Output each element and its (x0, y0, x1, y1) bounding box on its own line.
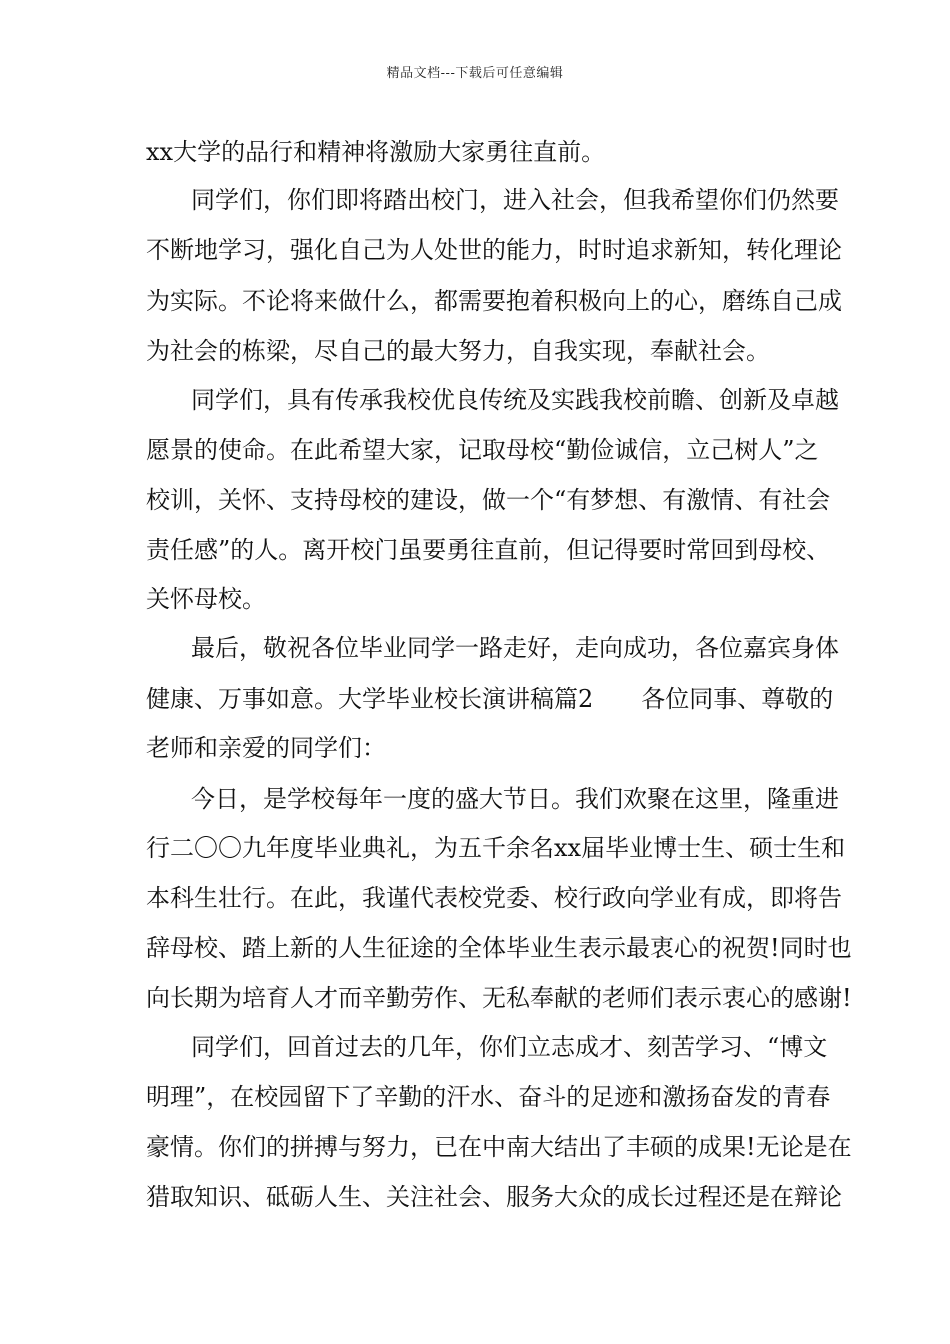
body-line: 本科生壮行。在此，我谨代表校党委、校行政向学业有成，即将告 (146, 884, 842, 912)
body-line: 猎取知识、砥砺人生、关注社会、服务大众的成长过程还是在辩论 (146, 1183, 842, 1211)
body-line: 同学们，具有传承我校优良传统及实践我校前瞻、创新及卓越 (191, 386, 839, 414)
body-line: 辞母校、踏上新的人生征途的全体毕业生表示最衷心的祝贺!同时也 (146, 934, 852, 962)
body-line: 老师和亲爱的同学们： (146, 734, 386, 762)
body-line: 今日，是学校每年一度的盛大节日。我们欢聚在这里，隆重进 (191, 785, 839, 813)
body-line: 校训，关怀、支持母校的建设，做一个“有梦想、有激情、有社会 (146, 486, 831, 514)
body-line: 同学们，回首过去的几年，你们立志成才、刻苦学习、“博文 (191, 1033, 828, 1061)
body-line: 关怀母校。 (146, 585, 266, 613)
body-line: 向长期为培育人才而辛勤劳作、无私奉献的老师们表示衷心的感谢! (146, 984, 852, 1012)
body-line: 明理”，在校园留下了辛勤的汗水、奋斗的足迹和激扬奋发的青春 (146, 1083, 831, 1111)
body-line: 为实际。不论将来做什么，都需要抱着积极向上的心，磨练自己成 (146, 287, 842, 315)
body-line: 行二〇〇九年度毕业典礼，为五千余名xx届毕业博士生、硕士生和 (146, 834, 846, 862)
body-line: 健康、万事如意。大学毕业校长演讲稿篇2 各位同事、尊敬的 (146, 685, 834, 713)
body-line: 不断地学习，强化自己为人处世的能力，时时追求新知，转化理论 (146, 236, 842, 264)
body-line: 愿景的使命。在此希望大家，记取母校“勤俭诚信，立己树人”之 (146, 436, 819, 464)
page-header: 精品文档---下载后可任意编辑 (386, 66, 564, 81)
body-line: 最后，敬祝各位毕业同学一路走好，走向成功，各位嘉宾身体 (191, 634, 839, 662)
body-line: 同学们，你们即将踏出校门，进入社会，但我希望你们仍然要 (191, 186, 839, 214)
body-line: 豪情。你们的拼搏与努力，已在中南大结出了丰硕的成果!无论是在 (146, 1133, 852, 1161)
body-line: xx大学的品行和精神将激励大家勇往直前。 (146, 138, 606, 166)
body-line: 责任感”的人。离开校门虽要勇往直前，但记得要时常回到母校、 (146, 536, 831, 564)
body-line: 为社会的栋梁，尽自己的最大努力，自我实现，奉献社会。 (146, 337, 770, 365)
